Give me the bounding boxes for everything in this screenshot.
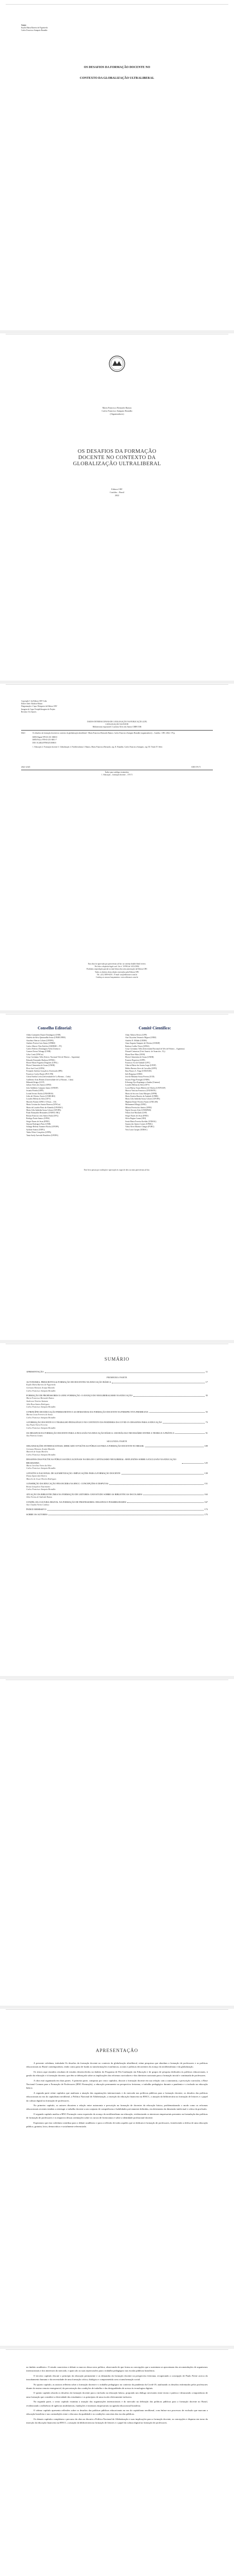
toc-entry-title: O PAPEL DA CULTURA DIGITAL NA FORMAÇÃO DE PROFESSORES: DESAFIOS E POSSIBILIDADES: [26, 1500, 126, 1503]
toc-author: Germano Menezes Araújo Marinho: [26, 1387, 55, 1389]
presentation-heading: APRESENTAÇÃO: [95, 2048, 139, 2053]
catalog-heading-line: CATALOGAÇÃO NA FONTE: [105, 723, 129, 726]
imprint: [6, 488, 228, 497]
index-block: [21, 771, 213, 776]
toc-author: Ana Patrícia Gomes: [26, 1434, 43, 1437]
doi: DOI 10.24824/978652510000.0: [32, 741, 57, 744]
member: Kilwangy Kya Kapitango-a-Samba (Unemat): [125, 1081, 160, 1083]
member: Sérgio Nunes de Jesus (IFRO): [26, 1120, 49, 1123]
paragraph: O quinto capítulo aborda os desafios da formação docente para a inclusão na educação básica, propondo um diálogo necessário entre teoria e prática e destacando a importância de uma formação que considere a diversidade dos estudantes e os princípios de uma escola efetivamente inclusiva.: [26, 2392, 208, 2398]
toc-entry[interactable]: [26, 1513, 208, 1516]
left-heading: Conselho Editorial:: [38, 1026, 72, 1030]
paragraph: A segunda parte reúne capítulos que analisam a atuação das organizações internacionais e do mercado nas políticas públicas para a formação docente, os desafios das políticas educacionais na era do capitalismo neoliberal, a Política Nacional de Alfabetização, a inserção da educação financeira na BNCC, a atuação da bibliotecária na formação de leitores e o papel da cultura digital na formação de professores.: [26, 2091, 208, 2102]
toc-page-number: 35: [205, 1394, 208, 1397]
member: Elizeu Clementino de Souza (UNEB): [26, 1064, 55, 1067]
toc-author: Carlos Francisco Sampaio Brandão: [26, 1406, 56, 1409]
toc-leader: [122, 1474, 204, 1475]
member: Marcelo Paixão (UFRJ e UTexas – US): [26, 1100, 57, 1103]
toc-page-number: 167: [204, 1500, 208, 1503]
member: Carlos Alberto Vilar Estêvão (UMINHO – PT): [26, 1045, 62, 1047]
paragraph: Os textos aqui reunidos resultam de estudos desenvolvidos no âmbito do Programa de Pós-Graduação em Educação e de grupos de pesquisa dedicados às políticas educacionais, à gestão da educação e à formação docente, que têm se debruçado sobre as implicações das reformas curriculares e das diretrizes nacionais para a formação inicial e continuada de professores.: [26, 2070, 208, 2077]
notice-line: Esta obra foi aprovada por pareceristas ad hoc no sistema double blind review.: [88, 963, 146, 965]
paragraph: Esperamos que esta coletânea contribua para o debate acadêmico e para a reflexão de todos aqueles que se dedicam à formação de professores, fortalecendo a defesa de uma educação pública, gratuita, laica, democrática e socialmente referenciada.: [26, 2121, 208, 2128]
copyright-block: [21, 700, 217, 714]
member: Sydione Santos (UEPG): [26, 1128, 45, 1131]
copyright-line: Copyright © da Editora CRV Ltda.: [21, 700, 47, 702]
member: Ilma Passos A. Veiga (UNICEUB): [125, 1070, 152, 1073]
cip-ref: D441: [21, 732, 25, 734]
toc-entry-title: A INSERÇÃO DA EDUCAÇÃO FINANCEIRA NA BNCC: CONCEPÇÕES E DISPUTAS: [26, 1482, 109, 1485]
toc-page-number: 17: [205, 1381, 208, 1384]
member: Francisco Ari de Andrade (UFC): [125, 1062, 151, 1064]
notice-line: Todos os direitos desta edição reservados pela Editora CRV.: [94, 971, 140, 973]
credit-line: Revisão: Os Autores: [21, 710, 37, 713]
credit-line: Imagem de Capa: Freepik/Imagens do Projeto: [21, 708, 56, 710]
page-gap: [0, 1010, 234, 1013]
member: Tadeu Oliver Gonçalves (UFPA): [26, 1131, 52, 1134]
toc-entry-title: ATUAÇÃO DA BIBLIOTECÁRIA NA FORMAÇÃO DE LEITORES: UM ESTUDO SOBRE AS BIBLIOTECAS ESCOLARES: [26, 1493, 143, 1496]
member: Gloria Fariñas León (Universidade de La Havana – Cuba): [26, 1076, 71, 1078]
page-gap: [0, 1340, 234, 1343]
cdd-right: CDD 370.71: [191, 766, 201, 768]
half-title-line: OS DESAFIOS DA FORMAÇÃO DOCENTE NO: [83, 66, 151, 69]
toc-page-number: 91: [205, 1431, 208, 1434]
member: José de Ribamar Sousa Pereira (UCB): [125, 1076, 155, 1078]
toc-author: Carlos Francisco Sampaio Brandão: [26, 1453, 56, 1456]
member: Lourdes Helena da Silva (UFV): [125, 1084, 150, 1087]
toc-list: [26, 1369, 208, 1516]
toc-entry[interactable]: [26, 1458, 208, 1464]
page-blank: [6, 1680, 228, 2005]
member: Jailson Alves dos Santos (UFRJ): [26, 1084, 52, 1087]
isbn-digital: ISBN Digital 978-65-251-0000-0: [32, 736, 58, 739]
paragraph: no âmbito acadêmico. O estudo caracteriza e debate os marcos dessa nova política, observando de que forma as concepções que a sustentam se aproximam das recomendações de organismos internacionais e dos interesses do mercado, e quais são as suas repercussões para o trabalho pedagógico nas escolas públicas brasileiras.: [26, 2366, 208, 2372]
paragraph: No quarto capítulo, as autoras refletem sobre a formação docente e o trabalho pedagógico no contexto da pandemia da Covid-19, analisando os desafios enfrentados pelos professores diante do ensino remoto emergencial, da precarização das condições de trabalho e das desigualdades de acesso às tecnologias digitais.: [26, 2383, 208, 2390]
toc-author: Diana Aparecida Silveira: [26, 1475, 47, 1478]
toc-page-number: 73: [205, 1421, 208, 1424]
member: Vera Lucia Gaspar (UDESC): [125, 1128, 147, 1131]
index-value: 1. Educação – formação docente – 370.71: [101, 774, 133, 776]
toc-entry-title: OS DESAFIOS DA FORMAÇÃO DOCENTE PARA A INCLUSÃO NA EDUCAÇÃO BÁSICA: UM DIÁLOGO NECESSÁRIO ENTRE A TEORIA E A PRÁTICA: [26, 1431, 175, 1434]
member: Suzana dos Santos Gomes (UFMG): [125, 1123, 153, 1125]
toc-author: Carlos Francisco Sampaio Brandão: [26, 1467, 56, 1470]
keywords: 1. Educação 2. Formação docente 3. Globalização 4. Neoliberalismo I. Ramos, Maria Francisca Bernardo, org. II. Brandão, Carlos Francisco Sampaio, org. III. Título IV. Série.: [32, 745, 163, 748]
member: Élsio José Corá (UFFS): [26, 1067, 45, 1070]
page-editorial-board: [6, 1014, 228, 1340]
toc-page-number: 55: [205, 1410, 208, 1413]
toc-page-number: 139: [204, 1471, 208, 1475]
toc-author: Germano Menezes Araújo Marinho: [26, 1448, 55, 1450]
member: Mohammed Elhajji (UFRJ): [125, 1104, 146, 1106]
header-line: Carlos Francisco Sampaio Brandão: [21, 29, 47, 32]
member: Leonel Severo Rocha (UNISINOS): [26, 1092, 54, 1095]
toc-page-number: 125: [204, 1461, 208, 1464]
credit-line: Editor-chefe: Railson Moura: [21, 703, 43, 705]
toc-entry-title: A FORMAÇÃO DOCENTE E O TRABALHO PEDAGÓGICO NO CONTEXTO DA PANDEMIA DA COVID-19: DESAFIOS PARA A EDUCAÇÃO: [26, 1421, 162, 1424]
page-title-page: [6, 334, 228, 680]
member: Maria Lília Imbiriba Sousa Colares (UFOPA): [125, 1098, 160, 1100]
page-gap: [0, 2006, 234, 2009]
toc-author: Carlos Francisco Sampaio Brandão: [26, 1427, 56, 1429]
paragraph: A obra está organizada em duas partes. A primeira parte, composta por cinco capítulos, discute a formação docente em sua relação com a autonomia, a prescrição curricular, a Base Nacional Comum para a Formação de Professores (BNC-Formação), a educação permanente na perspectiva freireana, o trabalho pedagógico durante a pandemia e a inclusão na educação básica.: [26, 2079, 208, 2090]
half-title-line: CONTEXTO DA GLOBALIZAÇÃO ULTRALIBERAL: [79, 77, 155, 80]
member: Maria do Socorro Lima Marques (UFPB): [125, 1092, 157, 1095]
member: Paulo Romualdo Hernandes (UNIFAL-MG): [26, 1112, 60, 1114]
catalog-heading: [21, 721, 213, 729]
toc-heading: SUMÁRIO: [104, 1357, 130, 1362]
member: Ana Chrystina Venancio Mignot (UERJ): [125, 1037, 156, 1039]
page-gap: [0, 1676, 234, 1679]
member: Anna Augusta Sampaio de Oliveira (UNESP): [125, 1042, 160, 1045]
member: Gláucia Maria dos Santos Jorge (UFOP): [125, 1064, 156, 1067]
toc-author: Kaylla Maria Barreto de Figueiredo: [26, 1384, 56, 1386]
toc-page-number: 11: [205, 1370, 208, 1373]
cdd-left: 2022-12345: [21, 766, 30, 768]
toc-leader: [133, 1396, 205, 1397]
header-line: Autor:: [21, 24, 27, 26]
toc-entry-title: APRESENTAÇÃO: [26, 1370, 44, 1373]
member: Guillermo Arias Beatón (Universidade de La Havana – Cuba): [26, 1078, 74, 1081]
toc-entry-title: O PRINCÍPIO DE EDUCAÇÃO PERMANENTE E AS DEMANDAS DA FORMAÇÃO DOCENTE NA PERSPECTIVA FREIREANA: [26, 1410, 148, 1413]
cip-record: [32, 732, 208, 749]
toc-entry-title: DESAFIOS DAS POLÍTICAS PÚBLICAS EDUCACIONAIS NA ERA DO CAPITALISMO NEOLIBERAL: REFLEXÕES SOBRE A EXCLUSÃO NA EDUCAÇÃO BRASILEIRA: [26, 1458, 177, 1464]
member: Nilson José Machado (USP): [125, 1112, 147, 1114]
toc-entry-title: FORMAÇÃO DE PROFESSORES E A BNC-FORMAÇÃO: O AVANÇO DO NEOLIBERALISMO NA EDUCAÇÃO: [26, 1394, 133, 1397]
member: Mônica Pereira dos Santos (UFRJ): [125, 1106, 152, 1109]
presentation-body: [26, 2365, 208, 2426]
toc-page-number: 163: [204, 1493, 208, 1496]
member: Maria Cristina dos Santos Bezerra (UFSCar): [26, 1104, 61, 1106]
left-members: [26, 1034, 116, 1137]
credit-line: Diagramação e Capa: Designers da Editora CRV: [21, 705, 57, 708]
imprint-line: 2022: [114, 494, 120, 497]
member: Jussara Fraga Portugal (UNEB): [125, 1078, 149, 1081]
member: Rodrigo Pratte-Santos (UFES): [26, 1117, 50, 1120]
member: Andréia da Silva Quintanilha Sousa (UNIR/UFRN): [26, 1037, 66, 1039]
toc-author: Ana Paula Vieira Ferreira: [26, 1424, 48, 1427]
notice-line: Conheça os nossos lançamentos: www.editoracrv.com.br: [96, 976, 138, 979]
member: Renato Francisco dos Santos Paula (UFG): [26, 1114, 59, 1117]
toc-entry-title: SOBRE OS AUTORES: [26, 1513, 47, 1516]
paragraph: O sétimo capítulo apresenta reflexões sobre os desafios das políticas públicas educacionais na era do capitalismo neoliberal, com ênfase nos processos de exclusão que marcam a educação brasileira e nas contradições entre o discurso da qualidade e as condições concretas das escolas públicas.: [26, 2409, 208, 2416]
toc-author: Anderson Teixeira Santana: [26, 1400, 48, 1402]
page-copyright: [6, 684, 228, 1010]
cip-text: Os desafios da formação docente no contexto da globalização ultraliberal / Maria Francisca Bernardo Ramos, Carlos Francisco Sampaio Brandão (organizadores) – Curitiba : CRV, 2022. 176 p.: [32, 732, 176, 734]
presentation-body: [26, 2061, 208, 2130]
member: Maria de Lourdes Pinto de Almeida (UNOESC): [26, 1106, 63, 1109]
member: Cesar Gerónimo Tello (Universidad Nacional de Três de Febrero – Argentina): [125, 1048, 185, 1050]
half-title: [6, 65, 228, 81]
imprint-line: Curitiba – Brasil: [110, 491, 124, 494]
toc-author: Marina Costa Ferreira de Sousa: [26, 1413, 53, 1416]
toc-leader: [182, 1463, 204, 1464]
toc-author: Maria Carolina Vieira da Silva: [26, 1464, 52, 1467]
member: Sérgio Nunes de Jesus (IFRO): [125, 1114, 148, 1117]
member: Cesar Gerónimo Tello (Univer. Nacional Três de Febrero – Argentina): [26, 1056, 80, 1059]
review-notice: Este livro passou por avaliação e aprovação às cegas de dois ou mais pareceristas ad hoc.: [83, 1169, 151, 1171]
toc-entry[interactable]: [26, 1370, 208, 1374]
toc-leader: [47, 1510, 204, 1511]
toc-entry-title: A POLÍTICA NACIONAL DE ALFABETIZAÇÃO: IMPLICAÇÕES PARA A FORMAÇÃO DOCENTE: [26, 1471, 121, 1475]
toc-author: Maria Francisca Bernardo Ramos: [26, 1397, 54, 1400]
page-gap: [0, 2346, 234, 2349]
toc-author: Aline Farias de Andrade Ramos: [26, 1496, 53, 1498]
page-presentation-cont: [6, 2349, 228, 2576]
toc-page-number: 175: [204, 1513, 208, 1516]
paragraph: No primeiro capítulo, os autores discutem a relação entre autonomia e prescrição na formação de docentes da educação básica, problematizando o modo como as reformas educacionais recentes tendem a restringir o trabalho docente a um conjunto de competências e habilidades previamente definidas, em detrimento da dimensão intelectual e crítica da profissão.: [26, 2104, 208, 2111]
toc-page-number: 109: [204, 1445, 208, 1448]
toc-leader: [109, 1484, 203, 1485]
organizer-name: Carlos Francisco Sampaio Brandão: [102, 410, 132, 412]
publisher-logo-icon: [108, 355, 126, 372]
isbn-fisico: ISBN Físico 978-65-251-0001-7: [32, 739, 57, 741]
member: Inês Bragança (UERJ): [125, 1073, 143, 1075]
paragraph: A presente coletânea, intitulada Os desafios da formação docente no contexto da globalização ultraliberal, reúne pesquisas que abordam a formação de professores e as políticas educacionais no Brasil contemporâneo, tendo como pano de fundo as transformações econômicas, sociais e políticas decorrentes do avanço do neoliberalismo e da globalização.: [26, 2062, 208, 2069]
member: Helmuth Krüger (UCP): [26, 1081, 44, 1083]
toc-author: Carlos Francisco Sampaio Brandão: [26, 1416, 56, 1419]
book-title: [6, 449, 228, 467]
index-label: Índice para catálogo sistemático: [105, 771, 129, 773]
page-half-title: [6, 4, 228, 330]
member: Eliane Rose Maio (UEM): [125, 1053, 145, 1056]
member: Simone Rodrigues Pinto (UNB): [26, 1123, 51, 1125]
legal-notice: [21, 963, 213, 979]
member: Eduardo Fernandes Barbosa (UFMG): [26, 1059, 55, 1061]
page-table-of-contents: [6, 1344, 228, 1675]
notice-line: Foi feito o depósito legal conf. Lei nº 10.994 de 14/12/2004.: [94, 965, 140, 968]
toc-author: Bruna Gonçalves Nascimento: [26, 1485, 51, 1488]
catalog-heading-line: DADOS INTERNACIONAIS DE CATALOGAÇÃO NA PUBLICAÇÃO (CIP): [87, 721, 147, 723]
book-title-line: DOCENTE NO CONTEXTO DA: [78, 455, 156, 461]
toc-part-heading: PRIMEIRA PARTE: [107, 1376, 127, 1379]
member: Aldira Guimarães Duarte Domínguez (UNB): [26, 1034, 61, 1036]
toc-entry-title: ÍNDICE REMISSIVO: [26, 1508, 46, 1511]
member: Najela Tavares Ujiie (UNESPAR): [125, 1109, 152, 1111]
page-presentation: [6, 2009, 228, 2345]
member: Anselmo Alencar Colares (UFOPA): [26, 1039, 54, 1042]
author-header: [21, 24, 124, 32]
member: Maria Eurácia Barreto de Andrade (UFRB): [125, 1095, 158, 1097]
page-gap: [0, 330, 234, 333]
toc-author: Julio Rosa Santos Rodrigues: [26, 1403, 49, 1405]
toc-entry[interactable]: [26, 1508, 208, 1511]
member: João Adalberto Campato Junior (UNESP): [26, 1087, 58, 1089]
member: Barbara Coelho Neves (UFBA): [125, 1045, 149, 1047]
notice-line: Tel.: (41) 3039-6418 – E-mail: sac@editoracrv.com.br: [96, 973, 138, 976]
member: Andréia N. Militão (UEMS): [125, 1039, 147, 1042]
member: Solange Helena Ximenes-Rocha (UFOPA): [26, 1126, 59, 1128]
member: Lucia Marisy Souza Ribeiro de Oliveira (UNIVASF): [125, 1087, 165, 1089]
divider: [21, 730, 213, 731]
toc-author: Marcelo de Jesus Oliveira Rodrigues: [26, 1478, 56, 1480]
toc-leader: [175, 1433, 204, 1434]
toc-author: Carlos Francisco Sampaio Brandão: [26, 1389, 56, 1392]
toc-page-number: 151: [204, 1482, 208, 1485]
member: Sonia Maria Ferreira Koehler (UNISAL): [125, 1120, 157, 1123]
member: Elizeu Clementino de Souza (UNEB): [125, 1056, 154, 1059]
member: Carmen Tereza Velanga (UNIR): [26, 1050, 51, 1053]
toc-page-number: 173: [204, 1508, 208, 1511]
organizers: [6, 406, 228, 416]
right-members: [125, 1034, 218, 1131]
member: Lídia de Oliveira Xavier (UNIEURO): [26, 1095, 56, 1097]
member: Celso Conti (UFSCar): [26, 1053, 43, 1056]
toc-leader: [149, 1412, 205, 1413]
paragraph: O segundo capítulo analisa a BNC-Formação como expressão do avanço do neoliberalismo na educação, evidenciando os interesses empresariais presentes na formulação das políticas de formação de professores e os impactos dessas orientações sobre os cursos de licenciatura e sobre a identidade profissional docente.: [26, 2112, 208, 2120]
member: Helder Buenos Aires de Carvalho (UFPI): [125, 1067, 157, 1070]
paragraph: Os demais capítulos completam o percurso da obra ao discutir a Política Nacional de Alfabetização e suas implicações para a formação docente, as concepções e disputas em torno da inserção da educação financeira na BNCC, a atuação da bibliotecária na formação de leitores e o papel da cultura digital na formação de professores.: [26, 2417, 208, 2425]
right-heading: Comitê Científico:: [139, 1026, 171, 1030]
toc-author: Ana Claudia Vieira Cardoso: [26, 1503, 49, 1506]
member: Altair Alberto Fávero (UPF): [125, 1034, 147, 1036]
paragraph: Na segunda parte, o sexto capítulo examina a atuação das organizações internacionais e do mercado na definição das políticas públicas para a formação docente no Brasil, evidenciando a influência de agências multilaterais, fundações e institutos empresariais na agenda educacional brasileira.: [26, 2400, 208, 2407]
toc-entry-title: AUTONOMIA, PRESCRITIVA & FORMAÇÃO DE DOCENTES NA EDUCAÇÃO BÁSICA: [26, 1381, 111, 1384]
imprint-line: Editora CRV: [111, 488, 123, 490]
member: Míghian Danae Ferreira Nunes (UNILAB): [125, 1100, 158, 1103]
book-title-line: GLOBALIZAÇÃO ULTRALIBERAL: [73, 461, 161, 467]
member: Diosnel Centurion (Univ Americ. de Asunción – Py): [125, 1050, 165, 1053]
member: Maria Lília Imbiriba Sousa Colares (UFOPA): [26, 1109, 61, 1111]
page-gap: [0, 681, 234, 684]
toc-author: Carlos Francisco Sampaio Brandão: [26, 1488, 56, 1491]
catalog-sub: Bibliotecária responsável: Luzenira Alves dos Santos CRB9/1506: [92, 726, 142, 728]
member: Francisco Carlos Duarte (PUC-PR): [26, 1073, 54, 1075]
toc-entry-title: ORGANIZAÇÕES INTERNACIONAIS, MERCADO E POLÍTICAS PÚBLICAS PARA A FORMAÇÃO DOCENTE NO BRASIL: [26, 1445, 144, 1448]
toc-author: Marcieli de Souza Moreira: [26, 1451, 48, 1453]
member: Vânia Alves Martins Chaigar (FURG): [125, 1126, 155, 1128]
notice-line: Proibida a reprodução parcial ou total desta obra sem autorização da Editora CRV.: [86, 968, 148, 971]
member: Tania Suely Azevedo Brasileiro (UFOPA): [26, 1134, 58, 1137]
member: Marcos Vinicius Francisco (UNOESTE): [125, 1090, 156, 1092]
member: Elione Maria Nogueira Diogenes (UFAL): [26, 1062, 58, 1064]
organizer-role: (Organizadores): [110, 413, 124, 415]
member: Fauston Negreiros (UFPI): [125, 1059, 145, 1061]
member: Antônio Pereira Gaio Júnior (UFRRJ): [26, 1042, 56, 1045]
member: Carlos Federico Dominguez Avila (Unieuro): [26, 1048, 60, 1050]
member: Josania Portela (UFPI): [26, 1090, 44, 1092]
organizer-name: Maria Francisco Bernardo Ramos: [102, 406, 132, 409]
toc-leader: [127, 1502, 204, 1503]
toc-leader: [45, 1372, 205, 1373]
member: Fernando Antônio Gonçalves Alcoforado (IPB): [26, 1070, 62, 1073]
header-line: Kaylla Maria Barreto de Figueiredo: [21, 27, 48, 29]
member: Silvia Regina Canan (URI): [125, 1117, 146, 1120]
toc-part-heading: SEGUNDA PARTE: [107, 1440, 127, 1443]
member: Lourdes Helena da Silva (UFV): [26, 1098, 51, 1100]
paragraph: O terceiro capítulo discute o princípio da educação permanente e as demandas da formação docente na perspectiva freireana, recuperando a concepção de Paulo Freire acerca do inacabamento humano e da necessidade de uma formação crítica, dialógica e comprometida com a transformação social.: [26, 2374, 208, 2381]
book-title-line: OS DESAFIOS DA FORMAÇÃO: [77, 449, 157, 454]
